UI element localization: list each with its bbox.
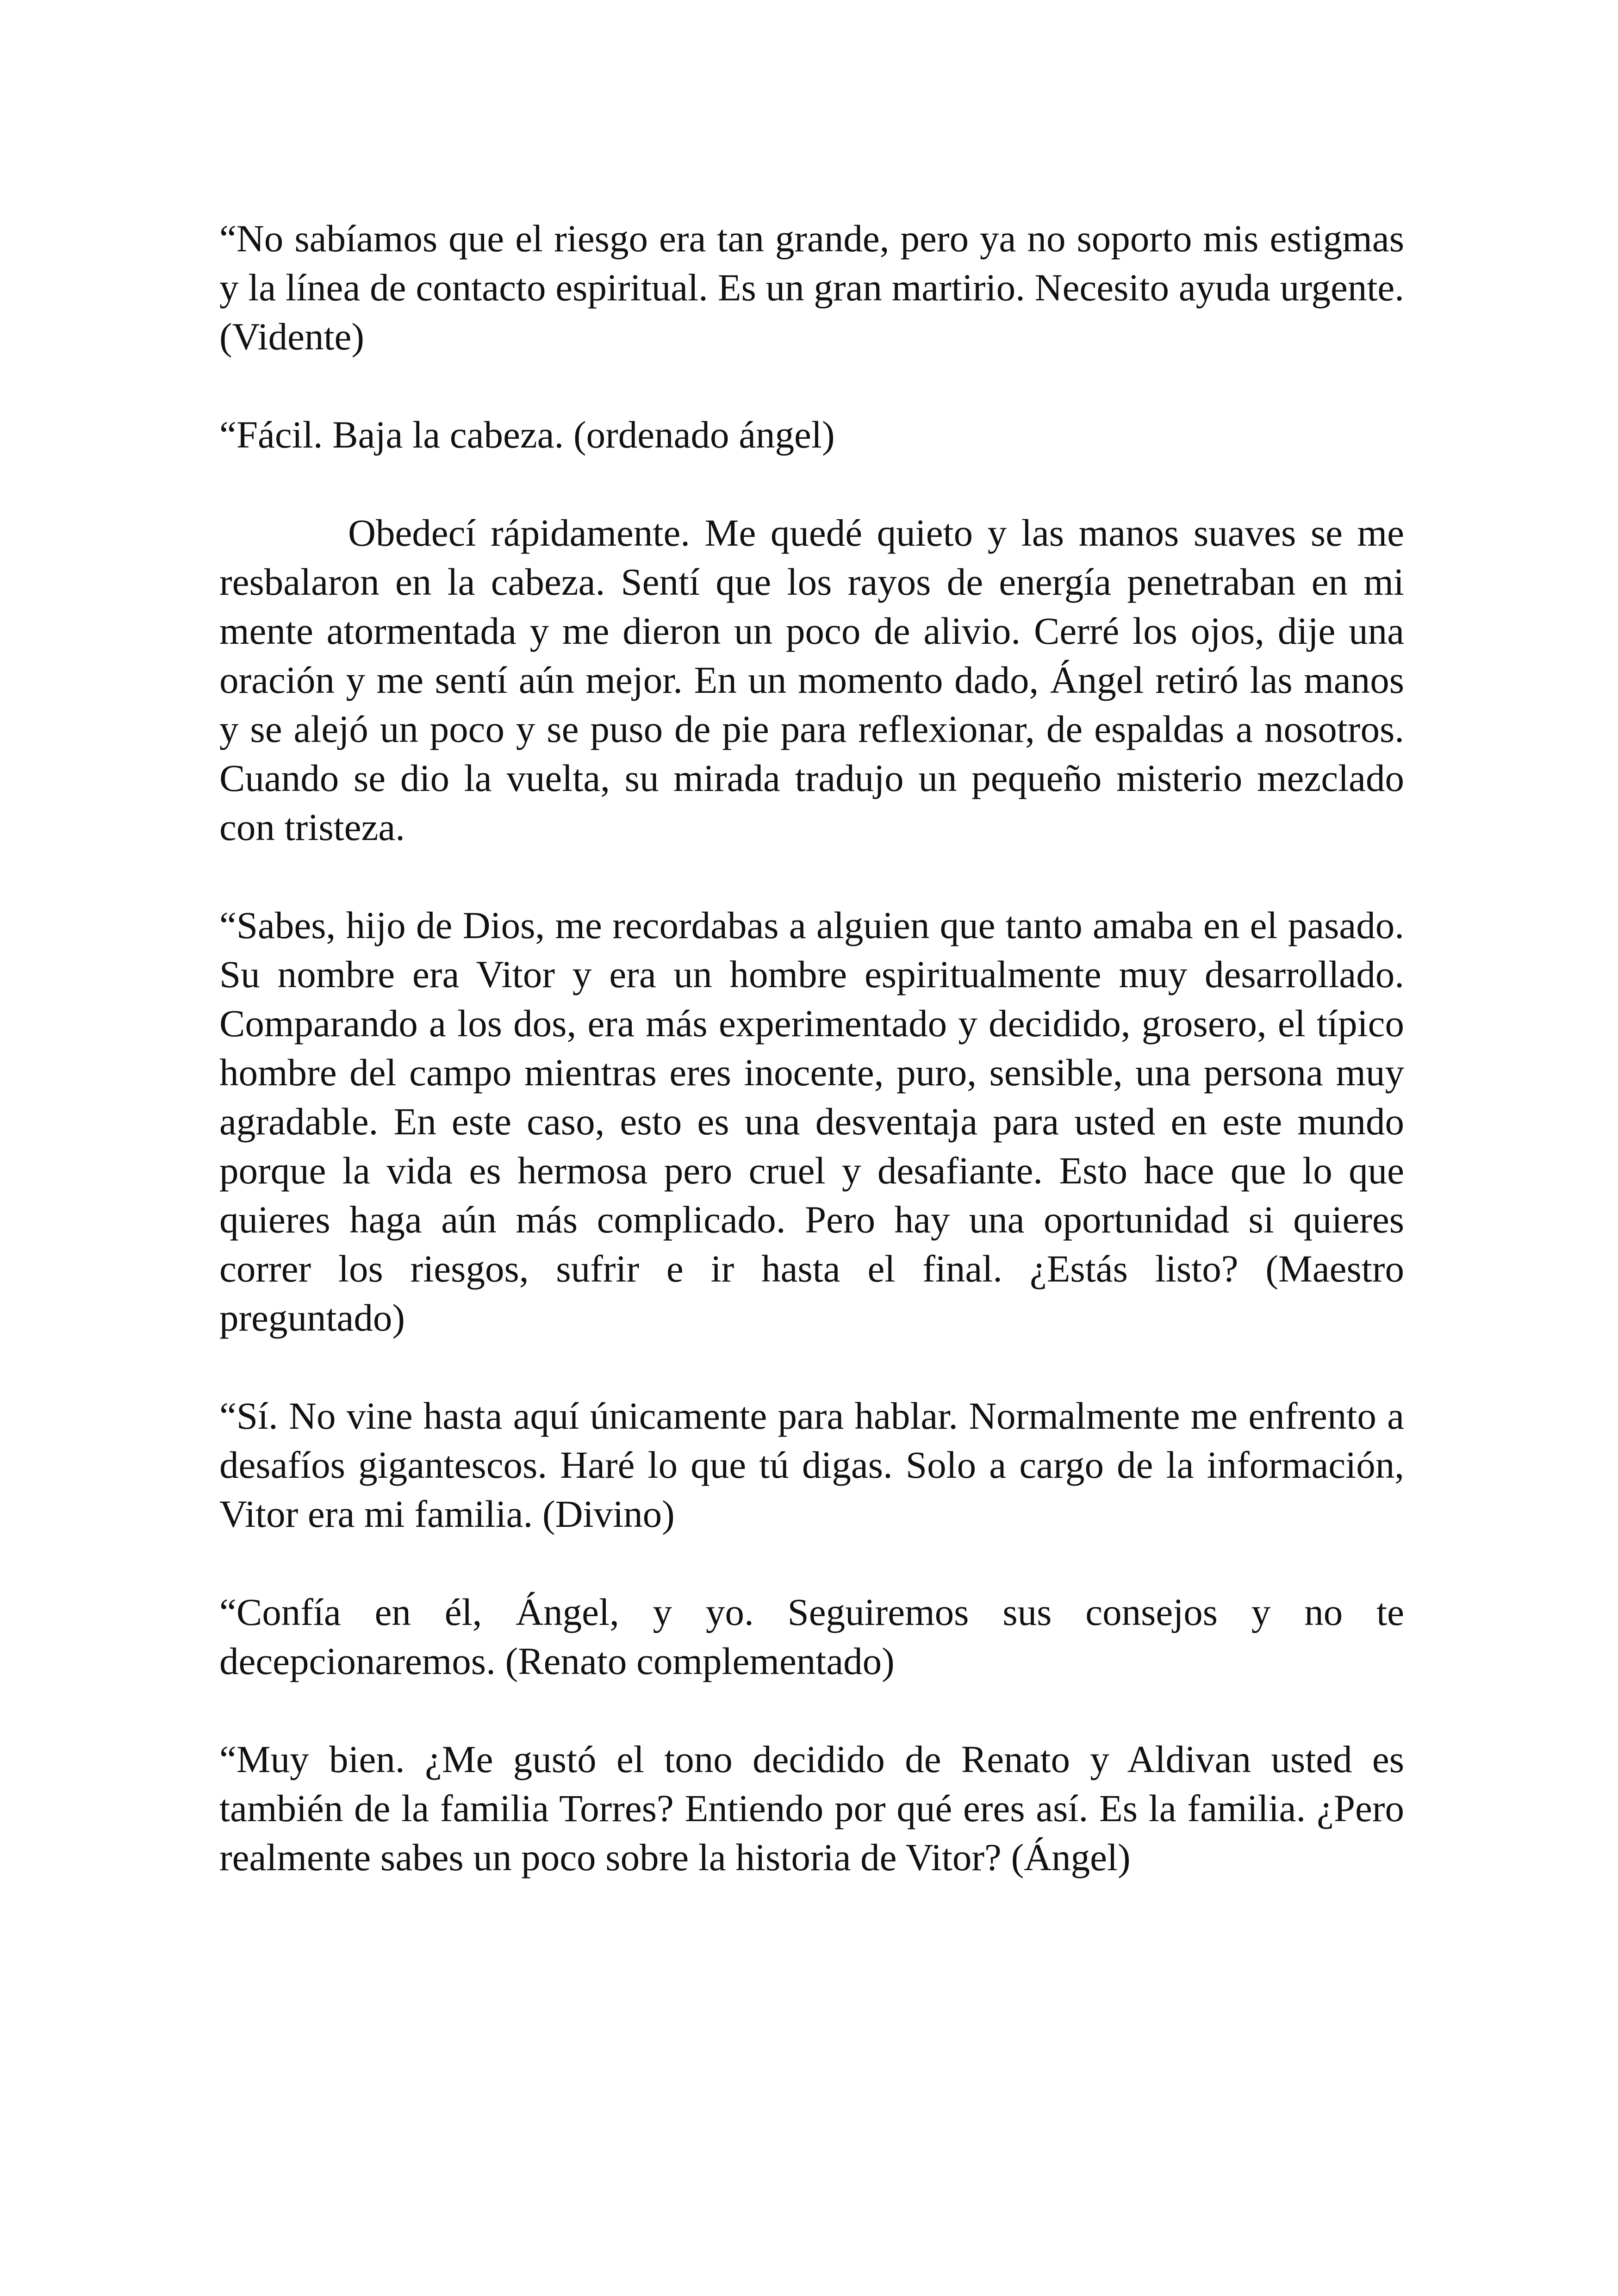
body-text — [219, 214, 1404, 1931]
paragraph-maestro-question: “Sabes, hijo de Dios, me recordabas a alguien que tanto amaba en el pasado. Su nombre era Vitor y era un hombre espiritualmente muy desarrollado. Comparando a los dos, era más experimentado y decidido, grosero, el típico hombre del campo mientras eres inocente, puro, sensible, una persona muy agradable. En este caso, esto es una desventaja para usted en este mundo porque la vida es hermosa pero cruel y desafiante. Esto hace que lo que quieres haga aún más complicado. Pero hay una oportunidad si quieres correr los riesgos, sufrir e ir hasta el final. ¿Estás listo? (Maestro preguntado) — [219, 904, 1404, 1339]
paragraph-renato-reply: “Confía en él, Ángel, y yo. Seguiremos sus consejos y no te decepcionaremos. (Renato complementado) — [219, 1591, 1404, 1682]
paragraph-vidente-request: “No sabíamos que el riesgo era tan grande, pero ya no soporto mis estigmas y la línea de contacto espiritual. Es un gran martirio. Necesito ayuda urgente. (Vidente) — [219, 217, 1404, 358]
paragraph-divino-reply: “Sí. No vine hasta aquí únicamente para hablar. Normalmente me enfrento a desafíos gigantescos. Haré lo que tú digas. Solo a cargo de la información, Vitor era mi familia. (Divino) — [219, 1394, 1404, 1535]
paragraph-angel-question: “Muy bien. ¿Me gustó el tono decidido de Renato y Aldivan usted es también de la familia Torres? Entiendo por qué eres así. Es la familia. ¿Pero realmente sabes un poco sobre la historia de Vitor? (Ángel) — [219, 1738, 1404, 1879]
paragraph-narration: Obedecí rápidamente. Me quedé quieto y las manos suaves se me resbalaron en la cabeza. Sentí que los rayos de energía penetraban en mi mente atormentada y me dieron un poco de alivio. Cerré los ojos, dije una oración y me sentí aún mejor. En un momento dado, Ángel retiró las manos y se alejó un poco y se puso de pie para reflexionar, de espaldas a nosotros. Cuando se dio la vuelta, su mirada tradujo un pequeño misterio mezclado con tristeza. — [219, 511, 1404, 848]
paragraph-angel-order: “Fácil. Baja la cabeza. (ordenado ángel) — [219, 413, 835, 456]
